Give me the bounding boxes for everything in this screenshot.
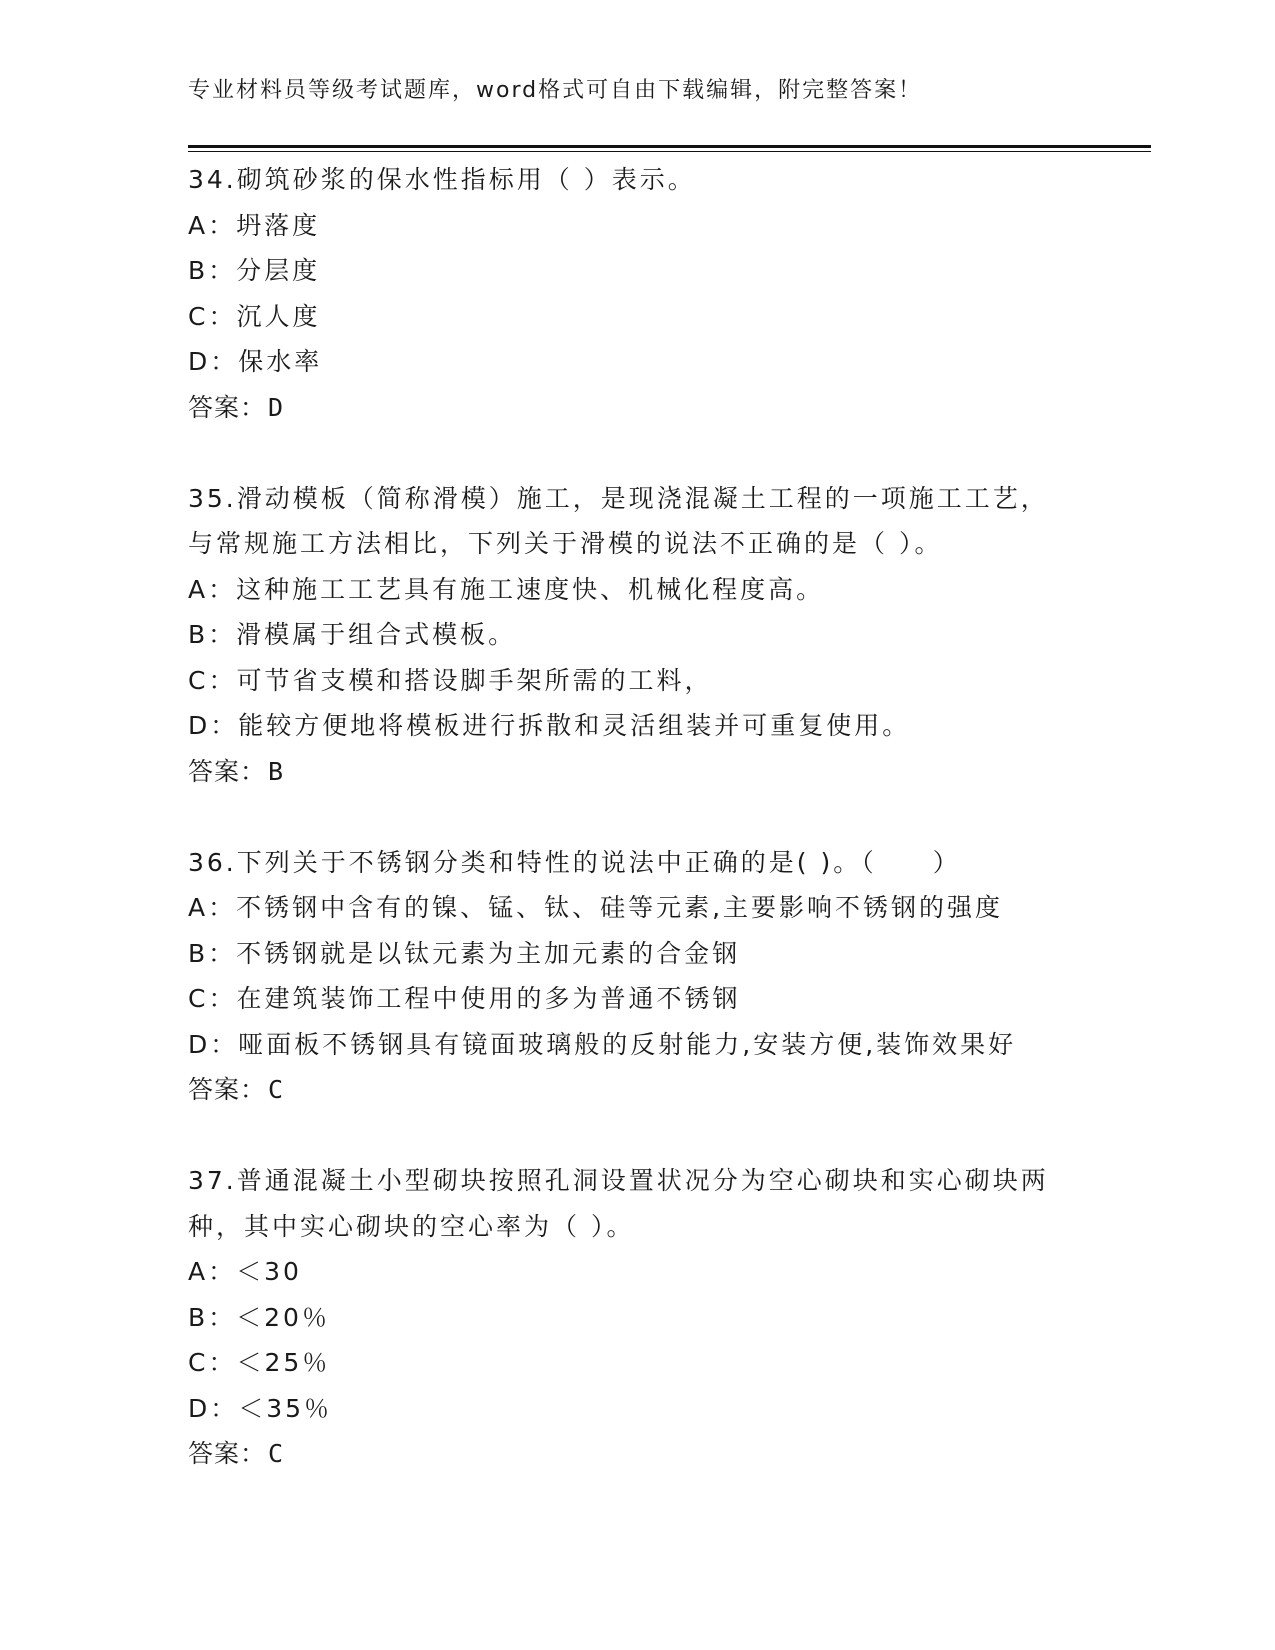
option-a: A：＜30: [188, 1257, 302, 1286]
question-stem-continued: 种，其中实心砌块的空心率为（ ）。: [188, 1211, 635, 1241]
question-list: [188, 157, 1151, 1477]
question-gap: [188, 794, 1151, 840]
option-c: C：沉人度: [188, 301, 321, 331]
option-b: B：滑模属于组合式模板。: [188, 620, 517, 649]
answer-value: C: [268, 1075, 285, 1104]
answer-value: C: [268, 1439, 285, 1468]
question-stem-continued: 与常规施工方法相比，下列关于滑模的说法不正确的是（ ）。: [188, 529, 943, 558]
question-gap: [188, 430, 1151, 476]
header-divider-thick: [188, 145, 1151, 148]
answer-label: 答案：: [188, 392, 267, 422]
option-b: B：分层度: [188, 256, 321, 285]
answer-value: B: [268, 756, 285, 786]
option-d: D：保水率: [188, 347, 323, 376]
option-b: B：不锈钢就是以钛元素为主加元素的合金钢: [188, 938, 741, 968]
answer-label: 答案：: [188, 756, 267, 786]
option-c: C：可节省支模和搭设脚手架所需的工料，: [188, 665, 713, 695]
answer-value: D: [268, 392, 285, 422]
option-c: C：在建筑装饰工程中使用的多为普通不锈钢: [188, 984, 741, 1013]
answer-line: [188, 749, 1151, 795]
option-a: A：不锈钢中含有的镍、锰、钛、硅等元素,主要影响不锈钢的强度: [188, 893, 1004, 922]
option-d: D：哑面板不锈钢具有镜面玻璃般的反射能力,安装方便,装饰效果好: [188, 1029, 1017, 1059]
option-a: A：坍落度: [188, 210, 321, 240]
page-header: 专业材料员等级考试题库，word格式可自由下载编辑，附完整答案！: [188, 78, 923, 103]
question-37: [188, 1158, 1151, 1477]
option-a: A：这种施工工艺具有施工速度快、机械化程度高。: [188, 574, 825, 604]
answer-label: 答案：: [188, 1439, 267, 1468]
answer-line: [188, 385, 1151, 431]
question-stem: 34.砌筑砂浆的保水性指标用（ ）表示。: [188, 165, 696, 194]
question-stem: 37.普通混凝土小型砌块按照孔洞设置状况分为空心砌块和实心砌块两: [188, 1166, 1049, 1195]
option-c: C：＜25％: [188, 1348, 331, 1377]
question-stem: 35.滑动模板（简称滑模）施工，是现浇混凝土工程的一项施工工艺，: [188, 483, 1049, 513]
question-gap: [188, 1113, 1151, 1159]
answer-line: [188, 1067, 1151, 1113]
option-d: D：＜35％: [188, 1393, 333, 1423]
answer-line: [188, 1431, 1151, 1477]
question-34: [188, 157, 1151, 430]
option-b: B：＜20％: [188, 1302, 330, 1332]
question-stem: 36.下列关于不锈钢分类和特性的说法中正确的是( )。（ ）: [188, 847, 961, 877]
answer-label: 答案：: [188, 1075, 267, 1104]
question-35: [188, 476, 1151, 795]
option-d: D：能较方便地将模板进行拆散和灵活组装并可重复使用。: [188, 711, 911, 740]
header-divider-thin: [188, 151, 1151, 152]
question-36: [188, 840, 1151, 1113]
